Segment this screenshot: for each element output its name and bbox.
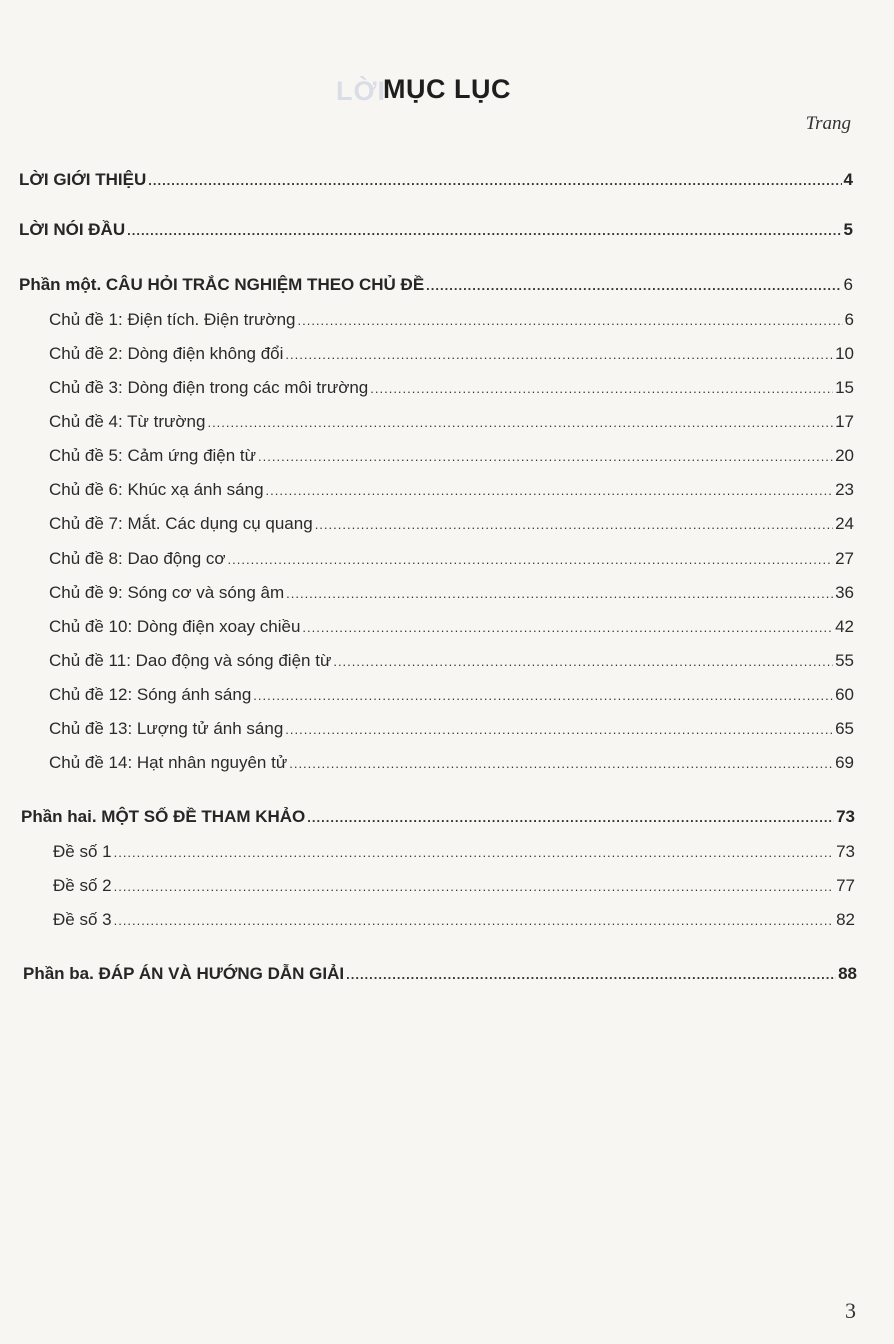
- toc-entry[interactable]: [49, 750, 854, 776]
- toc-leader-dots: [228, 547, 834, 573]
- toc-entry[interactable]: [49, 477, 854, 503]
- toc-entry-page: 82: [836, 910, 855, 929]
- page-column-label: Trang: [805, 113, 851, 134]
- toc-entry-page: 60: [835, 685, 854, 704]
- toc-entry[interactable]: [53, 873, 855, 899]
- toc-entry-label: Chủ đề 1: Điện tích. Điện trường: [49, 310, 296, 329]
- toc-entry[interactable]: [53, 907, 855, 933]
- toc-entry-label: LỜI GIỚI THIỆU: [19, 170, 147, 189]
- toc-entry-label: Đề số 1: [53, 842, 112, 861]
- page-title: MỤC LỤC: [383, 74, 511, 104]
- toc-entry-page: 4: [843, 170, 853, 189]
- toc-entry-label: Chủ đề 8: Dao động cơ: [49, 549, 226, 568]
- toc-entry-page: 6: [844, 310, 854, 329]
- toc-entry-page: 24: [835, 514, 854, 533]
- toc-entry-page: 6: [843, 275, 853, 294]
- page-number: 3: [845, 1298, 856, 1323]
- toc-entry-page: 20: [835, 446, 854, 465]
- toc-leader-dots: [286, 581, 833, 607]
- toc-entry-page: 69: [835, 753, 854, 772]
- show-through-text: LỜI: [336, 76, 387, 106]
- toc-entry-page: 73: [836, 842, 855, 861]
- toc-entry-label: Chủ đề 9: Sóng cơ và sóng âm: [49, 583, 285, 602]
- toc-entry-label: Chủ đề 10: Dòng điện xoay chiều: [49, 617, 301, 636]
- toc-leader-dots: [285, 342, 833, 368]
- toc-entry-label: Chủ đề 7: Mắt. Các dụng cụ quang: [49, 514, 313, 533]
- toc-entry[interactable]: [49, 511, 854, 537]
- toc-leader-dots: [297, 308, 842, 334]
- toc-entry-page: 17: [835, 412, 854, 431]
- toc-entry[interactable]: [49, 546, 854, 572]
- toc-entry-page: 23: [835, 480, 854, 499]
- toc-leader-dots: [346, 962, 836, 988]
- toc-leader-dots: [266, 478, 834, 504]
- toc-entry[interactable]: [21, 804, 855, 830]
- toc-entry-label: Đề số 3: [53, 910, 112, 929]
- toc-entry[interactable]: [49, 580, 854, 606]
- toc-leader-dots: [253, 683, 833, 709]
- toc-entry[interactable]: [49, 409, 854, 435]
- toc-entry-label: Chủ đề 11: Dao động và sóng điện từ: [49, 651, 332, 670]
- toc-entry-page: 15: [835, 378, 854, 397]
- toc-entry-label: Chủ đề 4: Từ trường: [49, 412, 206, 431]
- toc-leader-dots: [285, 717, 833, 743]
- toc-entry-page: 55: [835, 651, 854, 670]
- toc-entry-label: Chủ đề 3: Dòng điện trong các môi trường: [49, 378, 369, 397]
- toc-entry-label: Phần một. CÂU HỎI TRẮC NGHIỆM THEO CHỦ ĐỀ: [19, 275, 425, 294]
- toc-entry-label: Phần ba. ĐÁP ÁN VÀ HƯỚNG DẪN GIẢI: [23, 964, 345, 983]
- toc-entry-label: Chủ đề 6: Khúc xạ ánh sáng: [49, 480, 264, 499]
- toc-entry[interactable]: [19, 217, 853, 243]
- toc-leader-dots: [148, 168, 841, 194]
- toc-entry[interactable]: [49, 614, 854, 640]
- toc-entry[interactable]: [49, 341, 854, 367]
- toc-leader-dots: [315, 512, 833, 538]
- toc-entry-page: 73: [836, 807, 855, 826]
- toc-entry[interactable]: [49, 375, 854, 401]
- toc-leader-dots: [127, 218, 841, 244]
- toc-leader-dots: [302, 615, 833, 641]
- toc-entry[interactable]: [49, 443, 854, 469]
- toc-entry-label: Chủ đề 2: Dòng điện không đổi: [49, 344, 284, 363]
- toc-leader-dots: [370, 376, 833, 402]
- toc-entry-page: 27: [835, 549, 854, 568]
- toc-entry[interactable]: [49, 307, 854, 333]
- toc-entry[interactable]: [23, 961, 857, 987]
- toc-leader-dots: [333, 649, 833, 675]
- toc-entry[interactable]: [53, 839, 855, 865]
- toc-leader-dots: [114, 908, 834, 934]
- toc-leader-dots: [289, 751, 833, 777]
- toc-entry-label: Chủ đề 14: Hạt nhân nguyên tử: [49, 753, 288, 772]
- toc-entry-page: 88: [838, 964, 857, 983]
- toc-leader-dots: [114, 840, 834, 866]
- toc-entry-page: 65: [835, 719, 854, 738]
- toc-leader-dots: [258, 444, 833, 470]
- toc-entry-label: LỜI NÓI ĐẦU: [19, 220, 126, 239]
- toc-entry[interactable]: [49, 716, 854, 742]
- toc-leader-dots: [426, 273, 841, 299]
- toc-leader-dots: [307, 805, 834, 831]
- toc-entry-page: 42: [835, 617, 854, 636]
- toc-entry[interactable]: [19, 167, 853, 193]
- toc-entry[interactable]: [49, 648, 854, 674]
- toc-entry-label: Đề số 2: [53, 876, 112, 895]
- toc-entry-page: 36: [835, 583, 854, 602]
- toc-entry-label: Chủ đề 5: Cảm ứng điện từ: [49, 446, 257, 465]
- toc-entry-label: Phần hai. MỘT SỐ ĐỀ THAM KHẢO: [21, 807, 306, 826]
- toc-entry[interactable]: [19, 272, 853, 298]
- toc-entry-label: Chủ đề 12: Sóng ánh sáng: [49, 685, 252, 704]
- toc-entry-page: 5: [843, 220, 853, 239]
- toc-entry-page: 77: [836, 876, 855, 895]
- toc-leader-dots: [207, 410, 833, 436]
- toc-entry[interactable]: [49, 682, 854, 708]
- toc-entry-page: 10: [835, 344, 854, 363]
- toc-leader-dots: [114, 874, 834, 900]
- toc-entry-label: Chủ đề 13: Lượng tử ánh sáng: [49, 719, 284, 738]
